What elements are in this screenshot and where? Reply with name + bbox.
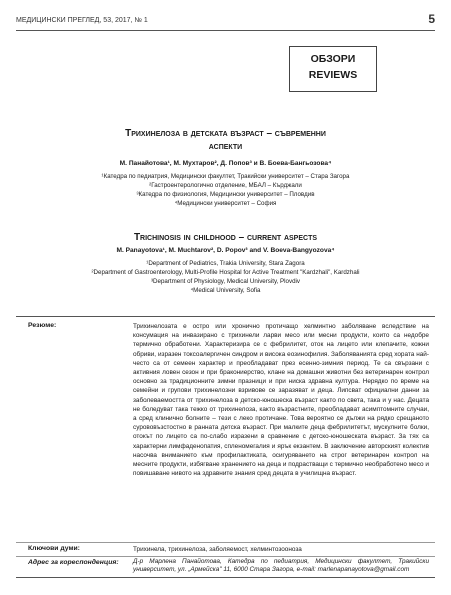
affiliation-bg-1: ¹Катедра по педиатрия, Медицински факултет, Тракийски университет – Стара Загора	[101, 173, 350, 180]
affiliation-bg-2: ²Гастроентерологично отделение, МБАЛ – Кърджали	[149, 182, 302, 189]
running-header	[16, 14, 435, 31]
affiliations-en	[20, 259, 431, 295]
correspondence-label: Адрес за кореспонденция:	[28, 559, 119, 566]
authors-bg: М. Панайотова¹, М. Мухтаров², Д. Попов³ и В. Боева-Бангьозова⁴	[119, 160, 332, 167]
affiliation-en-3: ³Department of Physiology, Medical University, Plovdiv	[150, 278, 300, 285]
abstract-text: Трихинелозата е остро или хронично протичащо хелминтно заболяване вследствие на консумация на инвазирано с трихинели ларви месо или месни продукти, които са недобре термично обработени. Характеризира се с фебрилитет, оток на лицето или клепачите, кожни обриви, изразен токсоалергичен синдром и висока еозинофилия. Заболяванията сред хората най-често са от семеен характер и преобладават през есенно-зимния период. Те са свързани с активния ловен сезон и при бракониерство, клане на домашни животни без ветеринарен контрол основно за традиционните зимни празници и при ниска здравна култура. Нерядко по време на семейни и групови трихинелозни взривове се заразяват и деца. Липсват официални данни за заболеваемостта от трихинелоза в детско-юношеска възраст както по света, така и у нас. Децата не боледуват така тежко от трихинелоза, както възрастните, преобладават асимптомните случаи, а сред клинично болните – тези с леко протичане. Това вероятно се дължи на рядко срещаното сурововъзстостно в ранната детска възраст. При малките деца фебрилитетът, мускулните болки, отокът по лицето са по-слабо изразени в сравнение с детско-юношеската възраст. За тях са характерни лимфаденопатия, спленомегалия и ярък екзантем. В заключение авторският колектив насочва вниманието към профилактиката, осигуряването на строг ветеринарен контрол на месните продукти, избягване хранението на деца и подрастващи с термично необработено месо и повишаване нивото на здравните знания сред децата в училищна възраст.	[133, 323, 429, 478]
article-title-bg-line2: аспекти	[208, 141, 243, 152]
article-title-en-text: Trichinosis in childhood – current aspects	[133, 232, 318, 243]
correspondence-text: Д-р Марлена Панайотова, Катедра по педиатрия, Медицински факултет, Тракийски университет, ул. „Армейска" 11, 6000 Стара Загора, e-mail: marlenapanayotova@gmail.com	[133, 558, 429, 573]
abstract-table	[16, 316, 435, 578]
section-label-box	[289, 46, 377, 92]
affiliation-bg-4: ⁴Медицински университет – София	[174, 200, 277, 207]
section-label-en: REVIEWS	[308, 69, 358, 81]
affiliations-bg	[20, 172, 431, 208]
affiliation-bg-3: ³Катедра по физиология, Медицински университет – Пловдив	[136, 191, 315, 198]
authors-en: M. Panayotova¹, M. Muchtarov², D. Popov³ and V. Boeva-Bangyozova⁴	[116, 247, 335, 254]
keywords-row	[16, 542, 435, 556]
keywords-text: Трихинела, трихинелоза, заболяемост, хелминтозоонозa	[133, 546, 302, 553]
article-title-bg	[30, 127, 421, 153]
journal-citation: МЕДИЦИНСКИ ПРЕГЛЕД, 53, 2017, № 1	[16, 17, 148, 24]
article-title-en	[30, 231, 421, 244]
affiliation-en-4: ⁴Medical University, Sofia	[190, 287, 261, 294]
article-title-bg-line1: Трихинелоза в детската възраст – съвременни	[125, 128, 326, 139]
abstract-row	[16, 317, 435, 542]
affiliation-en-1: ¹Department of Pediatrics, Trakia University, Stara Zagora	[146, 260, 305, 267]
section-label-bg: ОБЗОРИ	[310, 53, 356, 65]
page-number: 5	[428, 12, 435, 26]
abstract-label: Резюме:	[28, 322, 57, 329]
keywords-label: Ключови думи:	[28, 545, 80, 552]
affiliation-en-2: ²Department of Gastroenterology, Multi-Profile Hospital for Active Treatment "Kardzhali", Kardzhali	[91, 269, 360, 276]
correspondence-row	[16, 556, 435, 577]
